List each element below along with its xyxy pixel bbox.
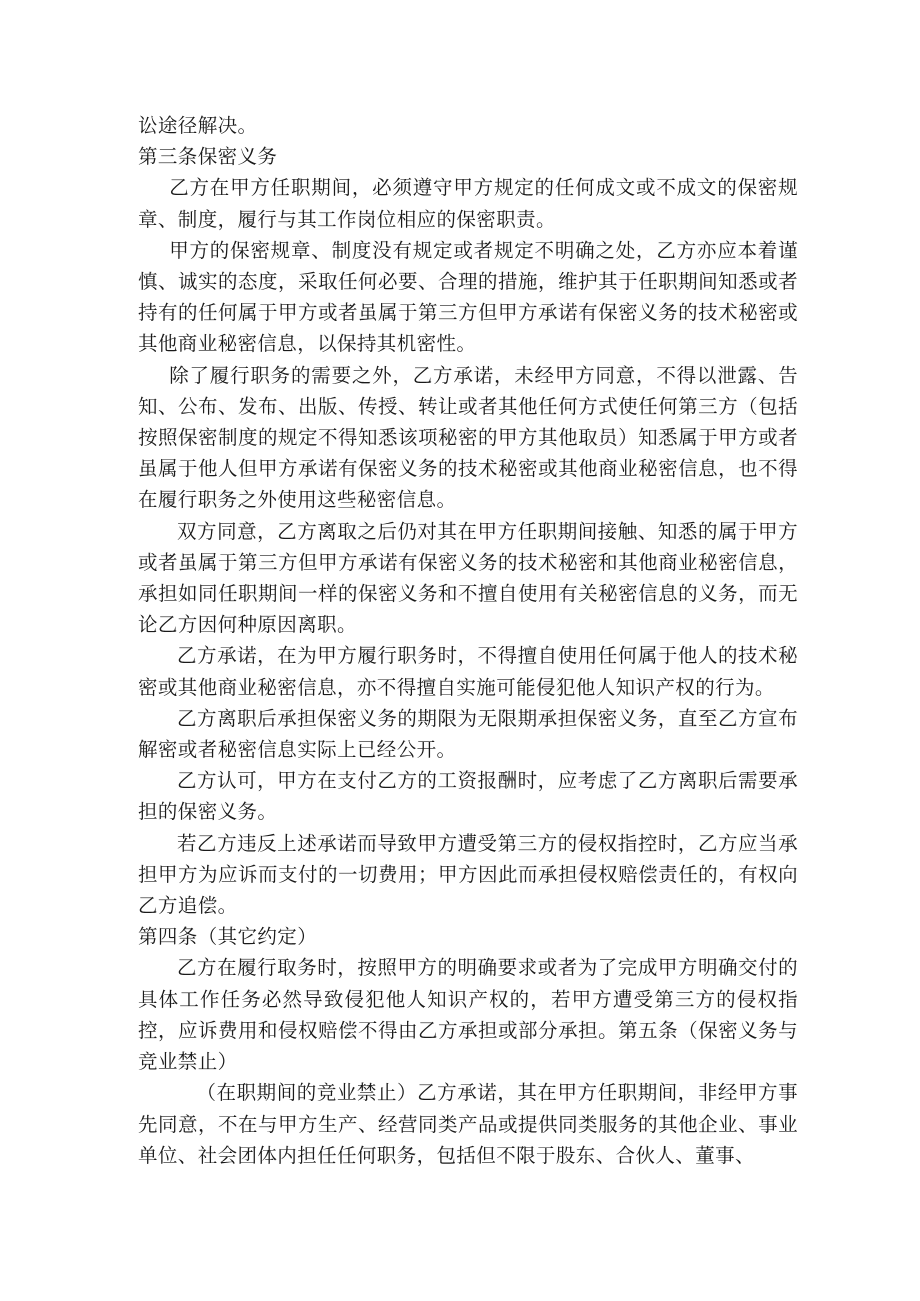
- paragraph-compensation: 乙方认可，甲方在支付乙方的工资报酬时，应考虑了乙方离职后需要承担的保密义务。: [138, 769, 798, 824]
- paragraph-infringement: 若乙方违反上述承诺而导致甲方遭受第三方的侵权指控时，乙方应当承担甲方为应诉而支付的一切费用；甲方因此而承担侵权赔偿责任的，有权向乙方追偿。: [138, 831, 798, 918]
- article-4-heading: 第四条（其它约定）: [138, 925, 318, 949]
- paragraph-confidentiality-rules: 乙方在甲方任职期间，必须遵守甲方规定的任何成文或不成文的保密规章、制度，履行与其工作岗位相应的保密职责。: [138, 176, 798, 231]
- paragraph-duration: 乙方离职后承担保密义务的期限为无限期承担保密义务，直至乙方宣布解密或者秘密信息实际上已经公开。: [138, 706, 798, 762]
- document-body: [138, 110, 798, 1171]
- article-3-heading: 第三条保密义务: [138, 145, 278, 169]
- paragraph-non-disclosure: 除了履行职务的需要之外，乙方承诺，未经甲方同意，不得以泄露、告知、公布、发布、出版、传授、转让或者其他任何方式使任何第三方（包括按照保密制度的规定不得知悉该项秘密的甲方其他取员）知悉属于甲方或者虽属于他人但甲方承诺有保密义务的技术秘密或其他商业秘密信息，也不得在履行职务之外使用这些秘密信息。: [138, 363, 798, 512]
- paragraph-unspecified-rules: 甲方的保密规章、制度没有规定或者规定不明确之处，乙方亦应本着谨慎、诚实的态度，采取任何必要、合理的措施，维护其于任职期间知悉或者持有的任何属于甲方或者虽属于第三方但甲方承诺有保密义务的技术秘密或其他商业秘密信息，以保持其机密性。: [138, 238, 798, 356]
- paragraph-non-compete: （在职期间的竞业禁止）乙方承诺，其在甲方任职期间，非经甲方事先同意，不在与甲方生产、经营同类产品或提供同类服务的其他企业、事业单位、社会团体内担任任何职务，包括但不限于股东、合伙人、董事、: [138, 1081, 798, 1167]
- paragraph-other-agreements: 乙方在履行取务时，按照甲方的明确要求或者为了完成甲方明确交付的具体工作任务必然导致侵犯他人知识产权的，若甲方遭受第三方的侵权指控，应诉费用和侵权赔偿不得由乙方承担或部分承担。第五条（保密义务与竞业禁止）: [138, 956, 798, 1074]
- paragraph-post-employment: 双方同意，乙方离取之后仍对其在甲方任职期间接触、知悉的属于甲方或者虽属于第三方但甲方承诺有保密义务的技术秘密和其他商业秘密信息，承担如同任职期间一样的保密义务和不擅自使用有关秘密信息的义务，而无论乙方因何种原因离职。: [138, 519, 798, 637]
- paragraph-continuation: 讼途径解决。: [138, 114, 258, 137]
- paragraph-third-party-secrets: 乙方承诺，在为甲方履行职务时，不得擅自使用任何属于他人的技术秘密或其他商业秘密信息，亦不得擅自实施可能侵犯他人知识产权的行为。: [138, 644, 798, 699]
